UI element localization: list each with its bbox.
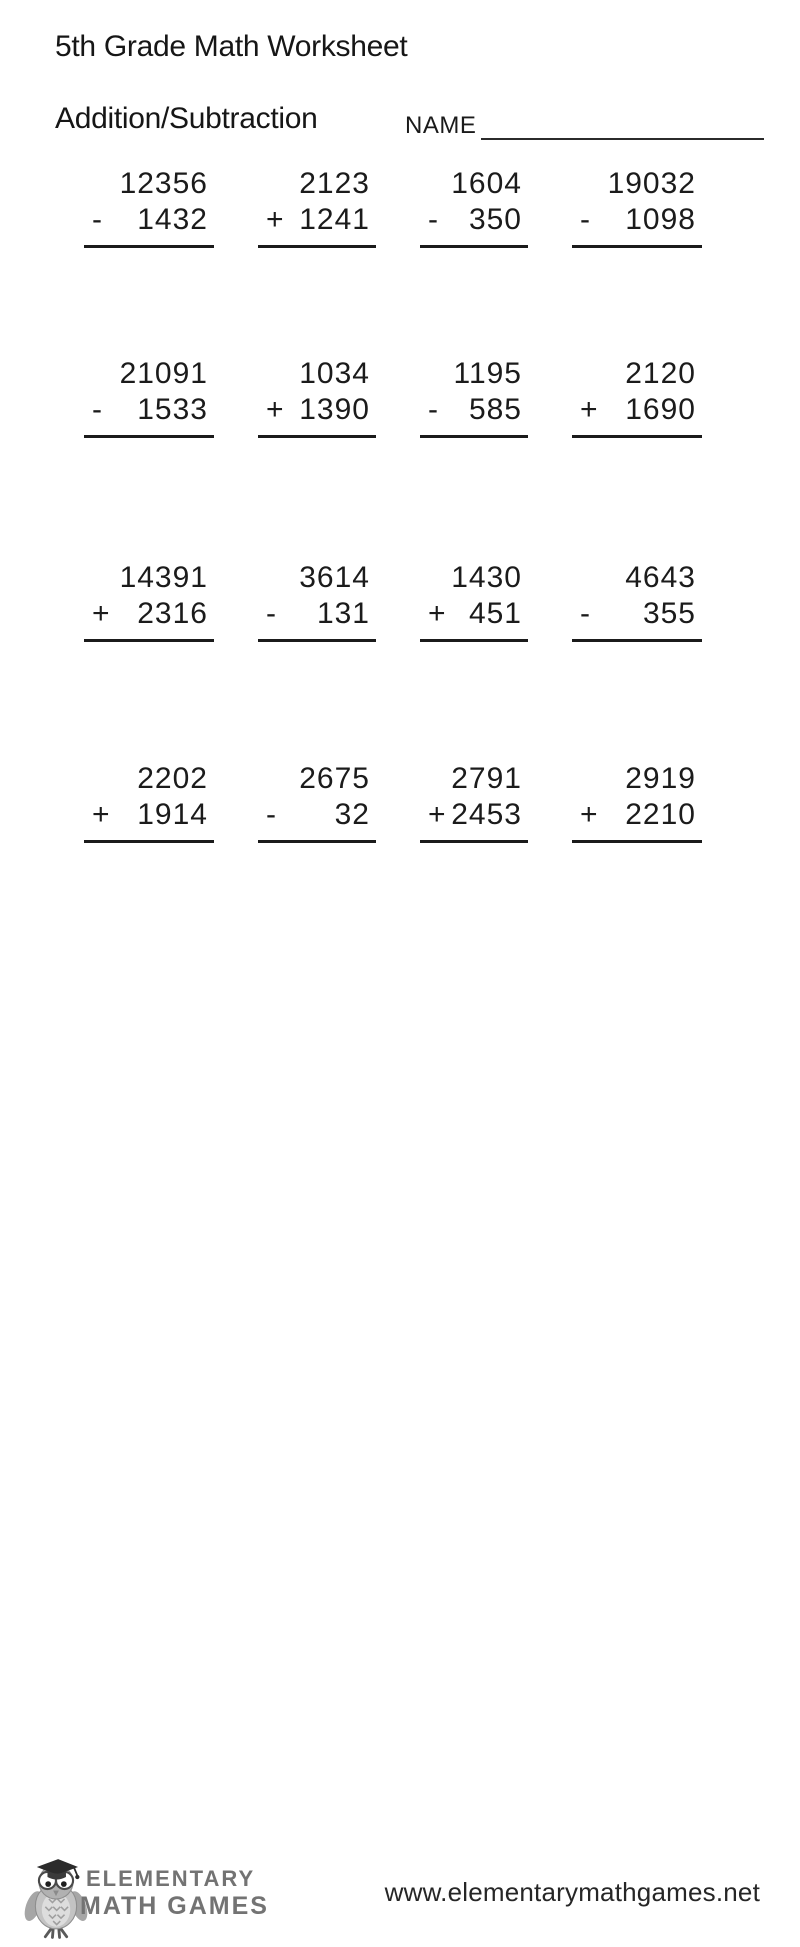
bottom-operand-line bbox=[572, 202, 702, 248]
page-title: 5th Grade Math Worksheet bbox=[55, 30, 408, 63]
bottom-operand: 1098 bbox=[625, 203, 696, 236]
bottom-operand: 1914 bbox=[137, 798, 208, 831]
operator: - bbox=[580, 597, 591, 630]
problem bbox=[572, 356, 702, 438]
operator: - bbox=[92, 393, 103, 426]
bottom-operand: 2316 bbox=[137, 597, 208, 630]
bottom-operand-line bbox=[572, 797, 702, 843]
name-blank-line bbox=[481, 114, 764, 140]
top-operand: 1195 bbox=[453, 357, 522, 390]
problem bbox=[84, 356, 214, 438]
operator: + bbox=[428, 798, 447, 831]
problem bbox=[420, 166, 528, 248]
top-operand: 3614 bbox=[299, 561, 370, 594]
owl-logo-icon bbox=[24, 1856, 88, 1947]
bottom-operand-line bbox=[84, 596, 214, 642]
bottom-operand: 1390 bbox=[299, 393, 370, 426]
problem bbox=[84, 761, 214, 843]
bottom-operand-line bbox=[258, 392, 376, 438]
operator: - bbox=[266, 597, 277, 630]
bottom-operand-line bbox=[258, 797, 376, 843]
bottom-operand-line bbox=[420, 797, 528, 843]
bottom-operand-line bbox=[420, 392, 528, 438]
problem bbox=[84, 166, 214, 248]
logo-line1: ELEMENTARY bbox=[86, 1866, 256, 1891]
top-operand: 2202 bbox=[137, 762, 208, 795]
bottom-operand: 32 bbox=[334, 798, 370, 831]
bottom-operand: 350 bbox=[468, 203, 522, 236]
bottom-operand: 131 bbox=[316, 597, 370, 630]
bottom-operand: 355 bbox=[642, 597, 696, 630]
top-operand: 19032 bbox=[607, 167, 696, 200]
top-operand: 4643 bbox=[625, 561, 696, 594]
bottom-operand-line bbox=[258, 596, 376, 642]
operator: - bbox=[266, 798, 277, 831]
operator: + bbox=[266, 203, 285, 236]
problem bbox=[572, 761, 702, 843]
bottom-operand-line bbox=[84, 202, 214, 248]
name-label: NAME bbox=[405, 112, 477, 139]
name-field-row bbox=[405, 112, 764, 140]
bottom-operand-line bbox=[572, 392, 702, 438]
operator: + bbox=[580, 393, 599, 426]
top-operand: 1034 bbox=[299, 357, 370, 390]
bottom-operand: 1432 bbox=[137, 203, 208, 236]
footer bbox=[0, 920, 800, 1920]
bottom-operand-line bbox=[420, 596, 528, 642]
top-operand: 2919 bbox=[625, 762, 696, 795]
bottom-operand: 585 bbox=[468, 393, 522, 426]
bottom-operand-line bbox=[84, 392, 214, 438]
problem bbox=[420, 560, 528, 642]
operator: + bbox=[580, 798, 599, 831]
problem bbox=[572, 560, 702, 642]
operator: + bbox=[92, 798, 111, 831]
problem bbox=[420, 761, 528, 843]
operator: - bbox=[428, 393, 439, 426]
bottom-operand: 1690 bbox=[625, 393, 696, 426]
site-url: www.elementarymathgames.net bbox=[384, 1877, 760, 1907]
problems-row bbox=[84, 560, 702, 642]
operator: - bbox=[428, 203, 439, 236]
top-operand: 14391 bbox=[119, 561, 208, 594]
top-operand: 2123 bbox=[299, 167, 370, 200]
top-operand: 12356 bbox=[119, 167, 208, 200]
bottom-operand: 2210 bbox=[625, 798, 696, 831]
bottom-operand-line bbox=[572, 596, 702, 642]
bottom-operand: 2453 bbox=[451, 798, 522, 831]
operator: + bbox=[266, 393, 285, 426]
problem bbox=[258, 560, 376, 642]
problem bbox=[420, 356, 528, 438]
top-operand: 21091 bbox=[119, 357, 208, 390]
problems-row bbox=[84, 166, 702, 248]
bottom-operand: 451 bbox=[468, 597, 522, 630]
logo-text bbox=[80, 1866, 269, 1920]
top-operand: 1430 bbox=[451, 561, 522, 594]
top-operand: 2120 bbox=[625, 357, 696, 390]
bottom-operand-line bbox=[258, 202, 376, 248]
bottom-operand: 1241 bbox=[299, 203, 370, 236]
operator: - bbox=[580, 203, 591, 236]
problem bbox=[84, 560, 214, 642]
operator: + bbox=[92, 597, 111, 630]
problem bbox=[572, 166, 702, 248]
top-operand: 1604 bbox=[451, 167, 522, 200]
operator: + bbox=[428, 597, 447, 630]
logo-line2: MATH GAMES bbox=[80, 1892, 269, 1920]
problems-row bbox=[84, 761, 702, 843]
problem bbox=[258, 166, 376, 248]
bottom-operand-line bbox=[84, 797, 214, 843]
top-operand: 2791 bbox=[451, 762, 522, 795]
bottom-operand: 1533 bbox=[137, 393, 208, 426]
bottom-operand-line bbox=[420, 202, 528, 248]
operator: - bbox=[92, 203, 103, 236]
page-subtitle: Addition/Subtraction bbox=[55, 102, 318, 135]
problems-row bbox=[84, 356, 702, 438]
problem bbox=[258, 761, 376, 843]
top-operand: 2675 bbox=[299, 762, 370, 795]
problem bbox=[258, 356, 376, 438]
